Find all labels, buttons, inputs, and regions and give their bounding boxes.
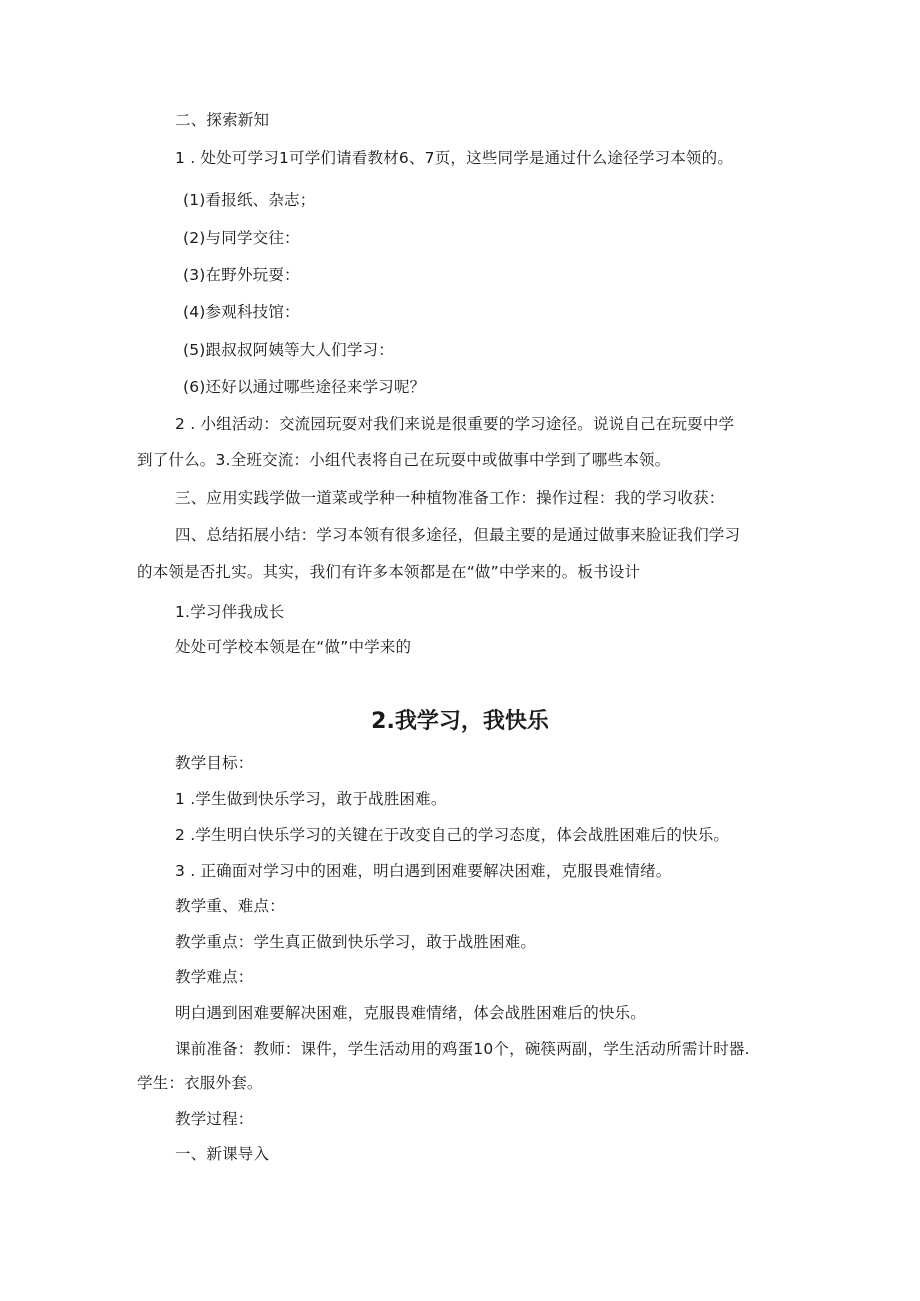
difficulty-label: 教学难点： bbox=[175, 968, 254, 986]
teaching-process-label: 教学过程： bbox=[175, 1110, 254, 1128]
paragraph-item-1: 1 . 处处可学习1可学们请看教材6、7页，这些同学是通过什么途径学习本领的。 bbox=[175, 149, 734, 167]
teaching-goal-1: 1 .学生做到快乐学习，敢于战胜困难。 bbox=[175, 790, 447, 808]
teaching-goals-label: 教学目标： bbox=[175, 754, 254, 772]
paragraph-item-2-line-2: 到了什么。3.全班交流：小组代表将自己在玩耍中或做事中学到了哪些本领。 bbox=[137, 451, 671, 469]
list-item-way-6: (6)还好以通过哪些途径来学习呢？ bbox=[183, 378, 426, 396]
board-design-title: 1.学习伴我成长 bbox=[175, 603, 285, 621]
new-lesson-intro-heading: 一、新课导入 bbox=[175, 1145, 270, 1163]
preparation-line-1: 课前准备：教师：课件，学生活动用的鸡蛋10个，碗筷两副，学生活动所需计时器. bbox=[175, 1040, 750, 1058]
teaching-goal-3: 3 . 正确面对学习中的困难，明白遇到困难要解决困难，克服畏难情绪。 bbox=[175, 862, 672, 880]
list-item-way-2: (2)与同学交往： bbox=[183, 229, 300, 247]
paragraph-item-2-line-1: 2 . 小组活动：交流园玩耍对我们来说是很重要的学习途径。说说自己在玩耍中学 bbox=[175, 415, 735, 433]
summary-line-2: 的本领是否扎实。其实，我们有许多本领都是在“做”中学来的。板书设计 bbox=[137, 563, 641, 581]
list-item-way-1: (1)看报纸、杂志； bbox=[183, 191, 316, 209]
heading-apply-practice: 三、应用实践学做一道菜或学种一种植物准备工作：操作过程：我的学习收获： bbox=[175, 489, 725, 507]
teaching-goal-2: 2 .学生明白快乐学习的关键在于改变自己的学习态度，体会战胜困难后的快乐。 bbox=[175, 826, 730, 844]
list-item-way-4: (4)参观科技馆： bbox=[183, 303, 300, 321]
lesson-2-title: 2.我学习，我快乐 bbox=[371, 709, 549, 734]
list-item-way-3: (3)在野外玩耍： bbox=[183, 266, 300, 284]
heading-explore-new-knowledge: 二、探索新知 bbox=[175, 111, 270, 129]
difficulty-text: 明白遇到困难要解决困难，克服畏难情绪，体会战胜困难后的快乐。 bbox=[175, 1004, 647, 1022]
list-item-way-5: (5)跟叔叔阿姨等大人们学习： bbox=[183, 341, 394, 359]
key-point: 教学重点：学生真正做到快乐学习，敢于战胜困难。 bbox=[175, 933, 537, 951]
preparation-line-2: 学生：衣服外套。 bbox=[137, 1074, 263, 1092]
key-difficult-points-label: 教学重、难点： bbox=[175, 897, 285, 915]
board-design-content: 处处可学校本领是在“做”中学来的 bbox=[175, 638, 412, 656]
summary-line-1: 四、总结拓展小结：学习本领有很多途径，但最主要的是通过做事来脸证我们学习 bbox=[175, 526, 741, 544]
